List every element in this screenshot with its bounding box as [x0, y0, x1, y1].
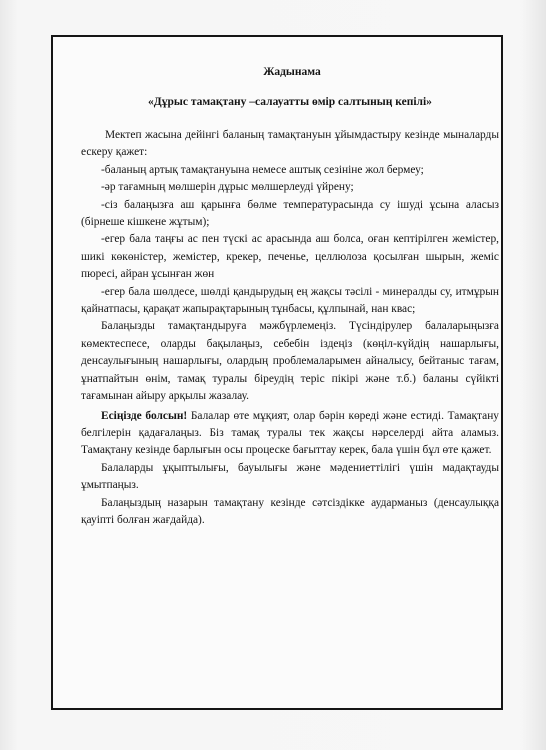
memo-title: Жадынама [263, 66, 321, 78]
memo-subtitle: «Дұрыс тамақтану –салауатты өмір салтының кепілі» [148, 96, 432, 108]
force-feeding-paragraph: Балаңызды тамақтандыруға мәжбүрлемеңіз. Түсіндірулер балаларыңызға көмектеспесе, оларды бақылаңыз, себебін іздеңіз (көңіл-күйдің нашарлығы, денсаулығының нашарлығы, олардың проблемаларымен айналысу, бейтаныс тағам, ұнатпайтын өнім, тамақ туралы біреудің теріс пікірі және т.б.) баланы сүйікті тағамынан айыру арқылы жазалау. [81, 320, 499, 403]
attention-paragraph: Балаңыздың назарын тамақтану кезінде сәтсіздікке аударманыз (денсаулыққа қауіпті болған жағдайда). [81, 496, 499, 526]
remember-paragraph [81, 408, 499, 460]
list-item: -егер бала шөлдесе, шөлді қандырудың ең жақсы тәсілі - минералды су, итмұрын қайнатпасы, қарақат жапырақтарының тұнбасы, құлпынай, нан квас; [81, 285, 499, 316]
list-item: -әр тағамның мөлшерін дұрыс мөлшерлеуді үйрену; [101, 181, 354, 194]
remember-text: Балалар өте мұқият, олар бәрін көреді және естиді. Тамақтану белгілерін қадағалаңыз. Біз тамақ туралы тек жақсы нәрселерді айта аламыз. Тамақтану кезінде барлығын осы процеске бағыттау керек, бала үшін бұл өте қажет. [81, 409, 500, 457]
list-item: -сіз балаңызға аш қарынға бөлме температурасында су ішуді ұсына аласыз (бірнеше кішкене жұтым); [81, 198, 499, 229]
memo-document [81, 64, 499, 529]
list-item: -баланың артық тамақтануына немесе аштық сезініне жол бермеу; [101, 163, 424, 176]
praise-paragraph: Балаларды ұқыптылығы, бауылығы және мәдениеттілігі үшін мадақтауды ұмытпаңыз. [81, 461, 499, 492]
intro-paragraph: Мектеп жасына дейінгі баланың тамақтануын ұйымдастыру кезінде мыналарды ескеру қажет: [81, 129, 499, 159]
list-item: -егер бала таңғы ас пен түскі ас арасында аш болса, оған кептірілген жемістер, шикі көкөністер, жемістер, крекер, печенье, целлюлоза қосылған шырын, жеміс пюресі, айран ұсынған жөн [81, 233, 499, 281]
remember-emphasis: Есіңізде болсын! [101, 409, 188, 422]
